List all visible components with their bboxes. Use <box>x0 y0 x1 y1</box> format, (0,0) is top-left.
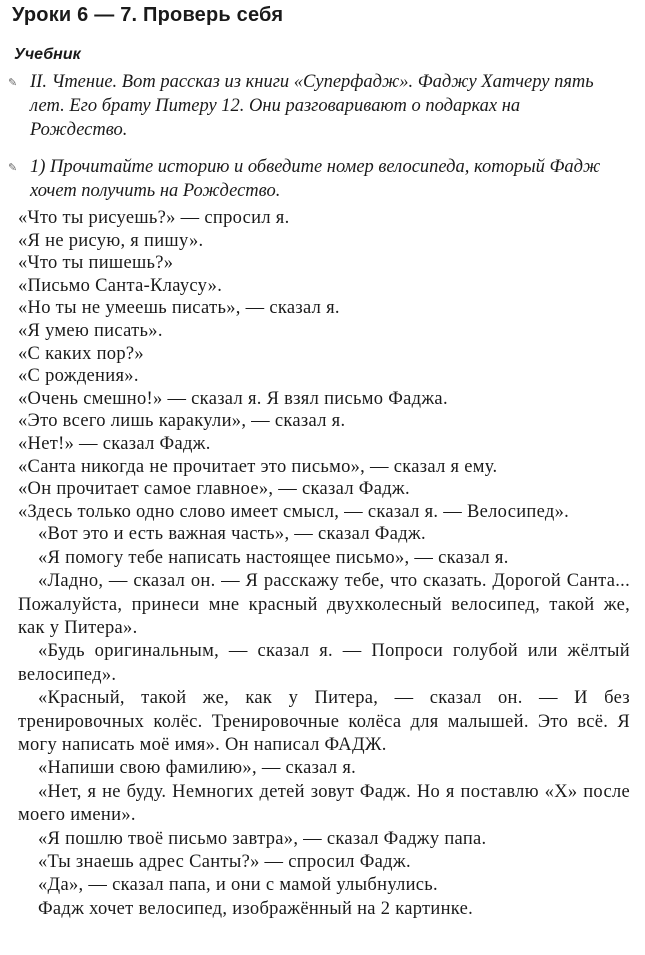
dialogue-line: «Это всего лишь каракули», — сказал я. <box>18 411 346 432</box>
dialogue-line: «Здесь только одно слово имеет смысл, — сказал я. — Велосипед». <box>18 501 570 522</box>
story-paragraph: «Нет, я не буду. Немногих детей зовут Фадж. Но я поставлю «Х» после моего имени». <box>18 781 630 826</box>
dialogue-line: «С каких пор?» <box>18 343 144 364</box>
dialogue-line: «Санта никогда не прочитает это письмо», — сказал я ему. <box>18 456 498 477</box>
story-paragraph: «Ладно, — сказал он. — Я расскажу тебе, что сказать. Дорогой Санта... Пожалуйста, принеси мне красный двухколесный велосипед, такой же, как у Питера». <box>18 571 630 638</box>
page-title: Уроки 6 — 7. Проверь себя <box>12 4 284 26</box>
story-paragraph: «Красный, такой же, как у Питера, — сказал он. — И без тренировочных колёс. Тренировочные колёса для малышей. Это всё. Я могу написать моё имя». Он написал ФАДЖ. <box>18 688 630 755</box>
story-paragraph: «Вот это и есть важная часть», — сказал Фадж. <box>38 524 426 545</box>
dialogue-line: «Письмо Санта-Клаусу». <box>18 275 223 296</box>
dialogue-line: «Очень смешно!» — сказал я. Я взял письмо Фаджа. <box>18 388 448 409</box>
dialogue-line: «Нет!» — сказал Фадж. <box>18 433 211 454</box>
dialogue-line: «Я не рисую, я пишу». <box>18 230 204 251</box>
story-paragraph: «Ты знаешь адрес Санты?» — спросил Фадж. <box>38 852 411 872</box>
bullet-icon: ✎ <box>8 161 18 174</box>
story-paragraph: «Да», — сказал папа, и они с мамой улыбнулись. <box>38 875 438 896</box>
story-paragraph: «Будь оригинальным, — сказал я. — Попроси голубой или жёлтый велосипед». <box>18 641 630 685</box>
section-label: Учебник <box>14 46 81 63</box>
task-instruction: 1) Прочитайте историю и обведите номер велосипеда, который Фадж хочет получить на Рождество. <box>30 157 601 201</box>
dialogue-line: «С рождения». <box>18 366 139 387</box>
dialogue-line: «Он прочитает самое главное», — сказал Фадж. <box>18 479 410 500</box>
dialogue-line: «Но ты не умеешь писать», — сказал я. <box>18 298 340 319</box>
dialogue-line: «Что ты пишешь?» <box>18 253 174 274</box>
story-paragraph: «Я помогу тебе написать настоящее письмо», — сказал я. <box>38 547 509 568</box>
dialogue-line: «Что ты рисуешь?» — спросил я. <box>18 208 290 228</box>
task-reading-intro: II. Чтение. Вот рассказ из книги «Суперфадж». Фаджу Хатчеру пять лет. Его брату Питеру 12. Они разговаривают о подарках на Рождество. <box>30 72 594 140</box>
bullet-icon: ✎ <box>8 76 18 89</box>
answer-sentence: Фадж хочет велосипед, изображённый на 2 картинке. <box>38 898 474 919</box>
story-text <box>18 207 630 921</box>
story-paragraph: «Я пошлю твоё письмо завтра», — сказал Фаджу папа. <box>38 828 487 849</box>
story-paragraph: «Напиши свою фамилию», — сказал я. <box>38 758 357 779</box>
dialogue-line: «Я умею писать». <box>18 320 163 341</box>
